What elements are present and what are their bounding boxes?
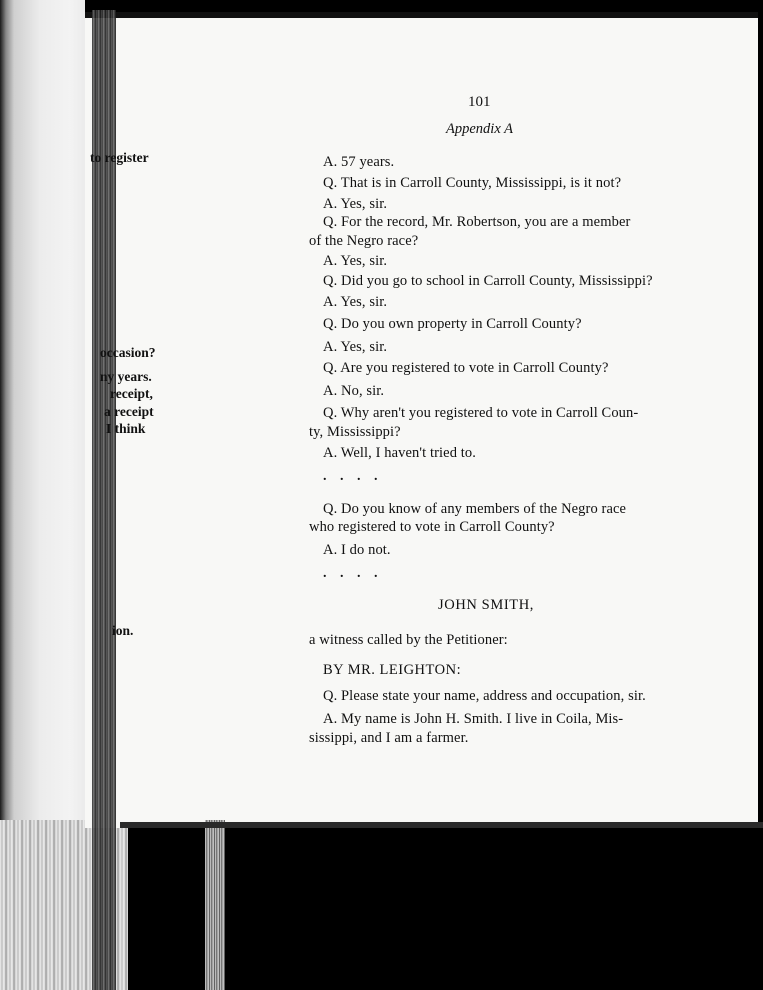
page-bottom-edge: [120, 822, 763, 828]
fragment-a-receipt: a receipt: [104, 404, 154, 419]
fragment-years: ny years.: [100, 369, 152, 384]
text-line: Q. That is in Carroll County, Mississippi, is it not?: [323, 175, 622, 191]
fragment-ion: ion.: [112, 623, 134, 638]
text-line: Q. Why aren't you registered to vote in Carroll Coun-: [323, 405, 639, 421]
text-line: A. Yes, sir.: [323, 196, 388, 212]
page-number: 101: [468, 94, 491, 110]
binding-shadow: [205, 820, 225, 990]
running-head: Appendix A: [446, 121, 513, 137]
text-line: A. I do not.: [323, 542, 391, 558]
fragment-to-register: to register: [90, 150, 149, 165]
text-line: A. No, sir.: [323, 383, 385, 399]
text-line: A. 57 years.: [323, 154, 395, 170]
ellipsis: . . . .: [323, 566, 383, 581]
fragment-receipt: receipt,: [110, 386, 153, 401]
ellipsis: . . . .: [323, 469, 383, 484]
text-line: of the Negro race?: [309, 233, 419, 249]
witness-heading: JOHN SMITH,: [438, 597, 535, 613]
fragment-occasion: occasion?: [100, 345, 156, 360]
text-line: A. Yes, sir.: [323, 253, 388, 269]
text-line: Q. For the record, Mr. Robertson, you are a member: [323, 214, 631, 230]
text-line: sissippi, and I am a farmer.: [309, 730, 469, 746]
text-line: a witness called by the Petitioner:: [309, 632, 508, 648]
text-line: A. My name is John H. Smith. I live in Coila, Mis-: [323, 711, 624, 727]
fragment-i-think: I think: [106, 421, 146, 436]
text-line: Q. Did you go to school in Carroll County, Mississippi?: [323, 273, 653, 289]
text-line: who registered to vote in Carroll County?: [309, 519, 555, 535]
text-line: Q. Please state your name, address and occupation, sir.: [323, 688, 646, 704]
examiner-heading: BY MR. LEIGHTON:: [323, 662, 462, 678]
text-line: A. Yes, sir.: [323, 339, 388, 355]
text-line: Q. Do you own property in Carroll County?: [323, 316, 582, 332]
text-line: ty, Mississippi?: [309, 424, 401, 440]
text-line: A. Well, I haven't tried to.: [323, 445, 476, 461]
text-line: Q. Are you registered to vote in Carroll County?: [323, 360, 609, 376]
text-line: Q. Do you know of any members of the Negro race: [323, 501, 627, 517]
text-line: A. Yes, sir.: [323, 294, 388, 310]
